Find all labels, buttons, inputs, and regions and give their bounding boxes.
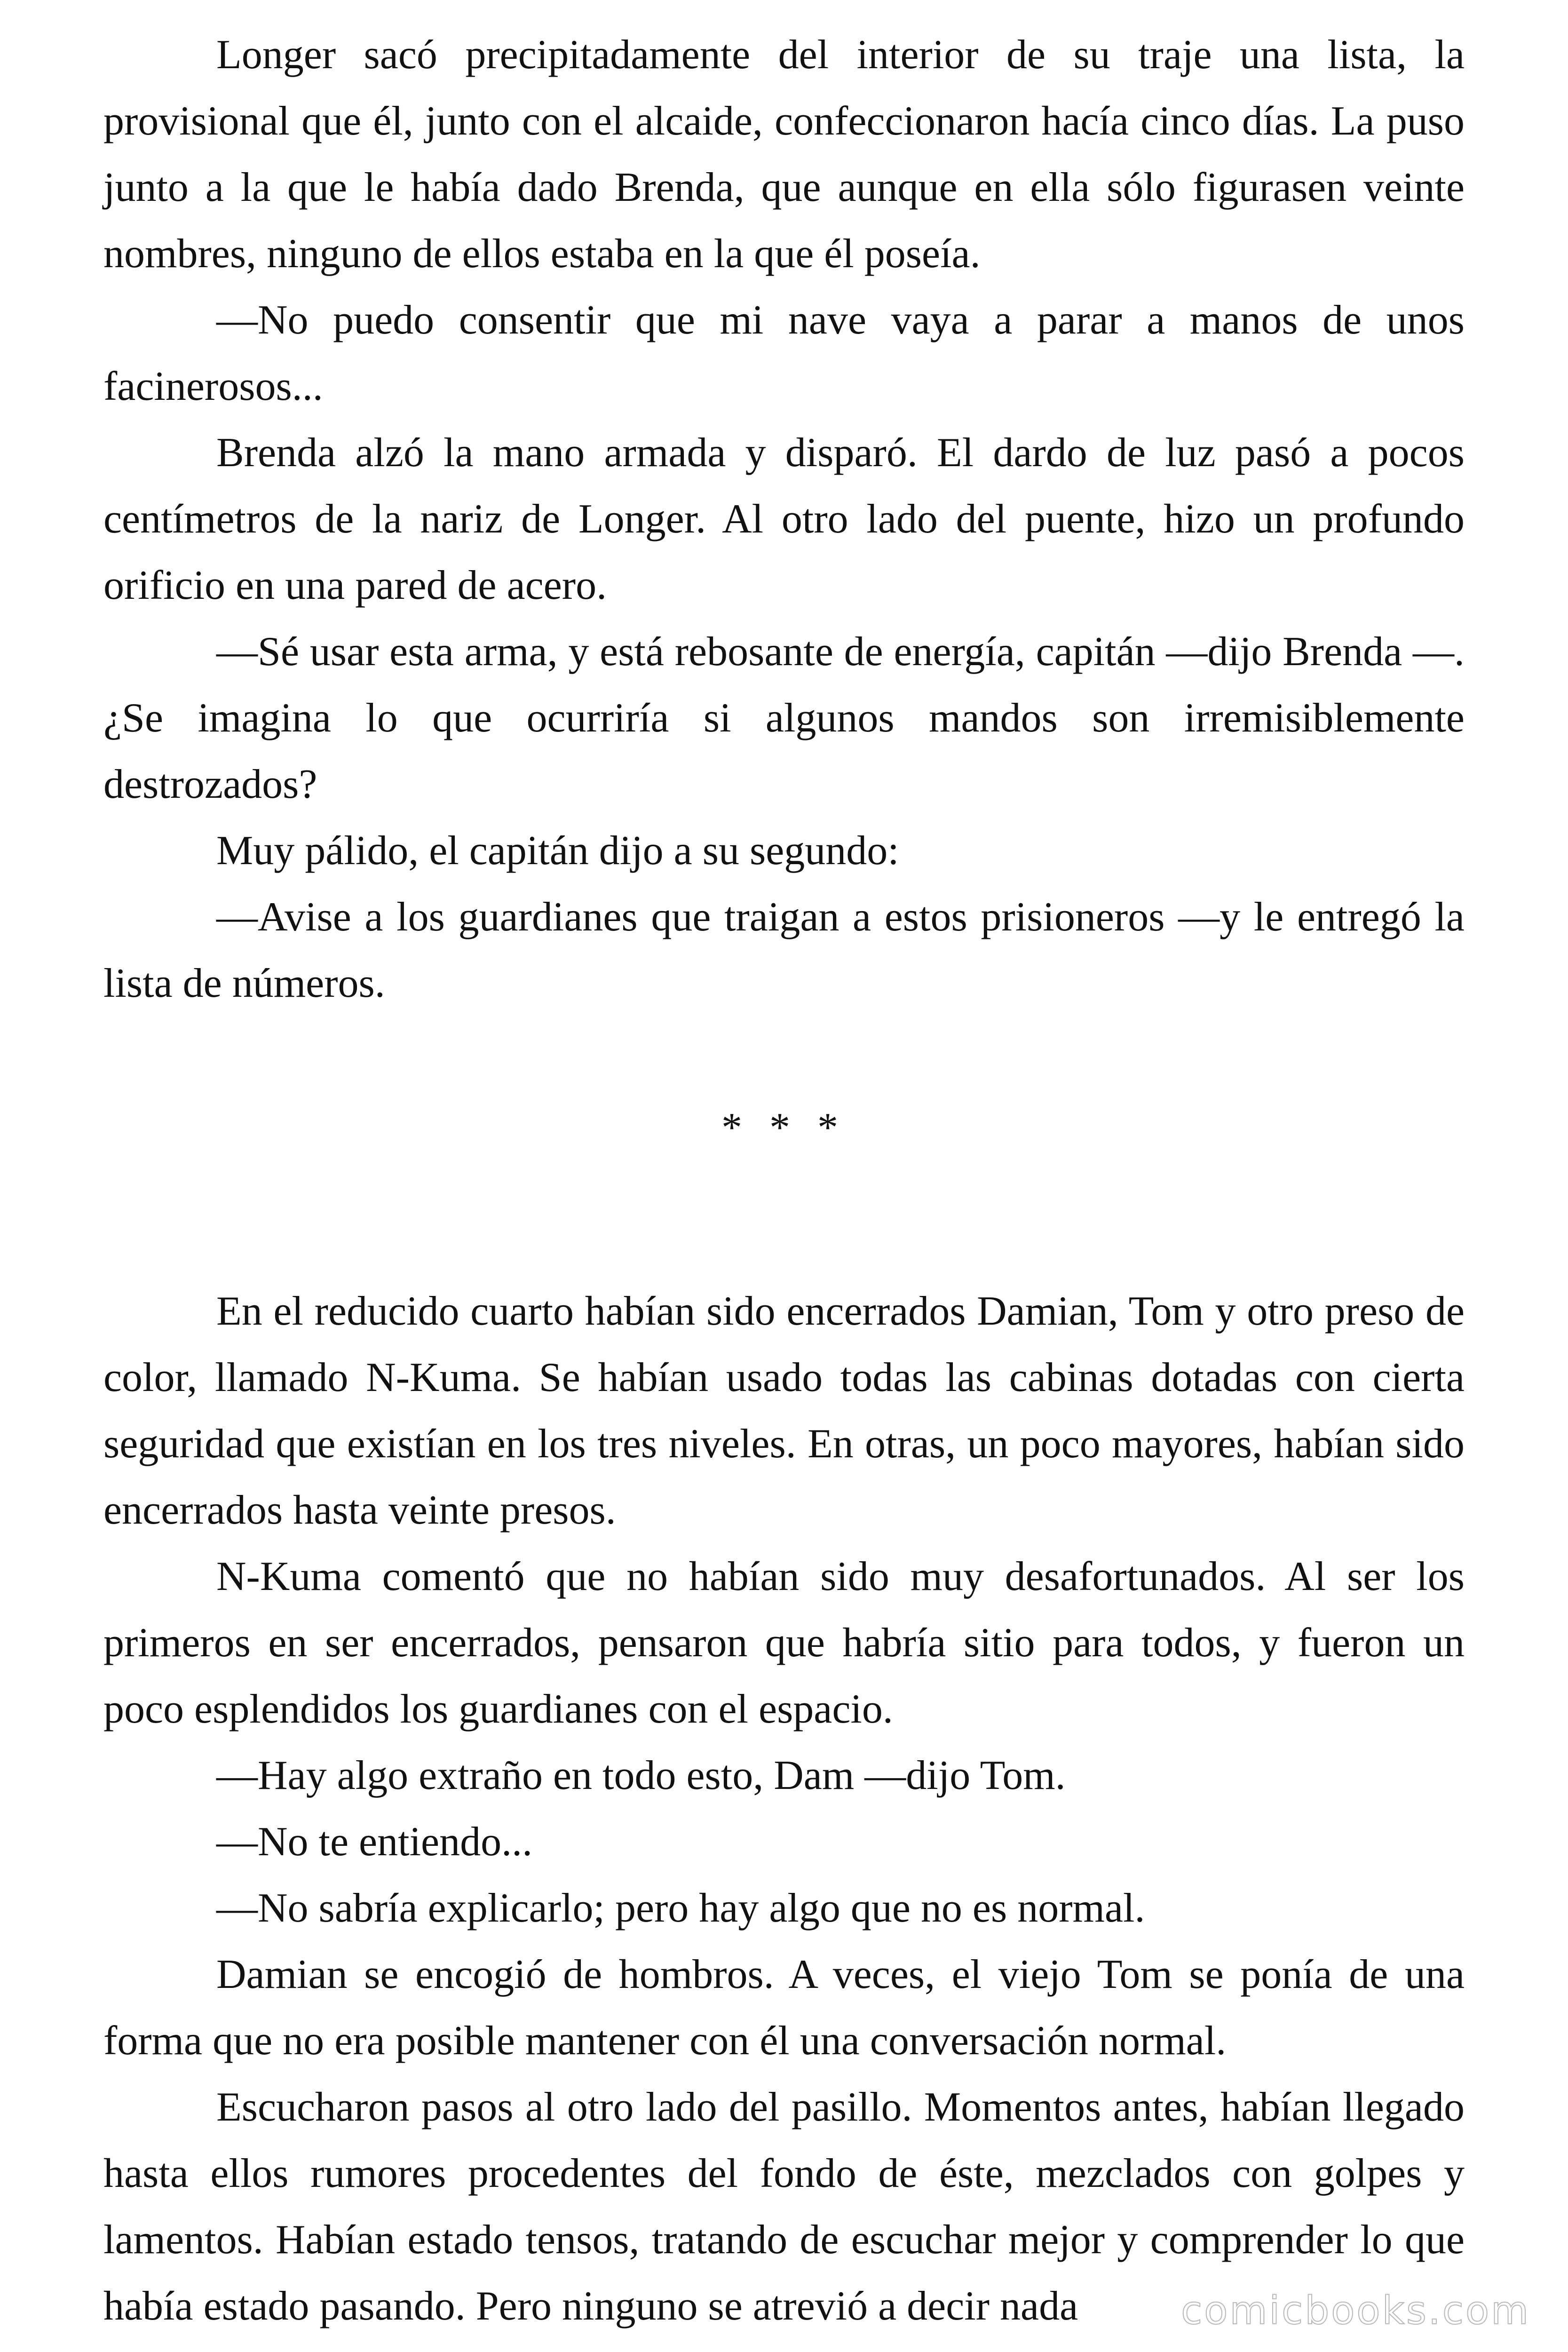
paragraph-dialogue-no-entiendo: —No te entiendo... [216, 1819, 533, 1865]
section-separator: * * * [721, 1105, 847, 1151]
paragraph-damian-hombros: Damian se encogió de hombros. A veces, el viejo Tom se ponía de una forma que no era posible mantener con él una conversación normal. [103, 1952, 1465, 2064]
paragraph-longer-list: Longer sacó precipitadamente del interior de su traje una lista, la provisional que él, junto con el alcaide, confeccionaron hacía cinco días. La puso junto a la que le había dado Brenda, que aunque en ella sólo figurasen veinte nombres, ninguno de ellos estaba en la que él poseía. [103, 32, 1465, 277]
paragraph-brenda-dispara: Brenda alzó la mano armada y disparó. El dardo de luz pasó a pocos centímetros de la nariz de Longer. Al otro lado del puente, hizo un profundo orificio en una pared de acero. [103, 430, 1465, 608]
paragraph-dialogue-no-sabria: —No sabría explicarlo; pero hay algo que no es normal. [216, 1885, 1145, 1931]
paragraph-dialogue-guardianes: —Avise a los guardianes que traigan a estos prisioneros —y le entregó la lista de números. [103, 894, 1465, 1006]
body-text [103, 22, 1465, 2339]
paragraph-capitan-palido: Muy pálido, el capitán dijo a su segundo: [216, 828, 899, 874]
paragraph-nkuma-comento: N-Kuma comentó que no habían sido muy desafortunados. Al ser los primeros en ser encerrados, pensaron que habría sitio para todos, y fueron un poco esplendidos los guardianes con el espacio. [103, 1554, 1465, 1732]
paragraph-dialogue-nave: —No puedo consentir que mi nave vaya a parar a manos de unos facinerosos... [103, 297, 1465, 409]
paragraph-dialogue-algo-extrano: —Hay algo extraño en todo esto, Dam —dijo Tom. [216, 1753, 1066, 1798]
watermark-logo: comicbooks.com [1181, 2288, 1530, 2333]
paragraph-reducido-cuarto: En el reducido cuarto habían sido encerrados Damian, Tom y otro preso de color, llamado N-Kuma. Se habían usado todas las cabinas dotadas con cierta seguridad que existían en los tres niveles. En otras, un poco mayores, habían sido encerrados hasta veinte presos. [103, 1288, 1465, 1533]
paragraph-dialogue-arma: —Sé usar esta arma, y está rebosante de energía, capitán —dijo Brenda —. ¿Se imagina lo que ocurriría si algunos mandos son irremisiblemente destrozados? [103, 629, 1465, 807]
paragraph-escucharon-pasos: Escucharon pasos al otro lado del pasillo. Momentos antes, habían llegado hasta ellos rumores procedentes del fondo de éste, mezclados con golpes y lamentos. Habían estado tensos, tratando de escuchar mejor y comprender lo que había estado pasando. Pero ninguno se atrevió a decir nada [103, 2084, 1465, 2329]
